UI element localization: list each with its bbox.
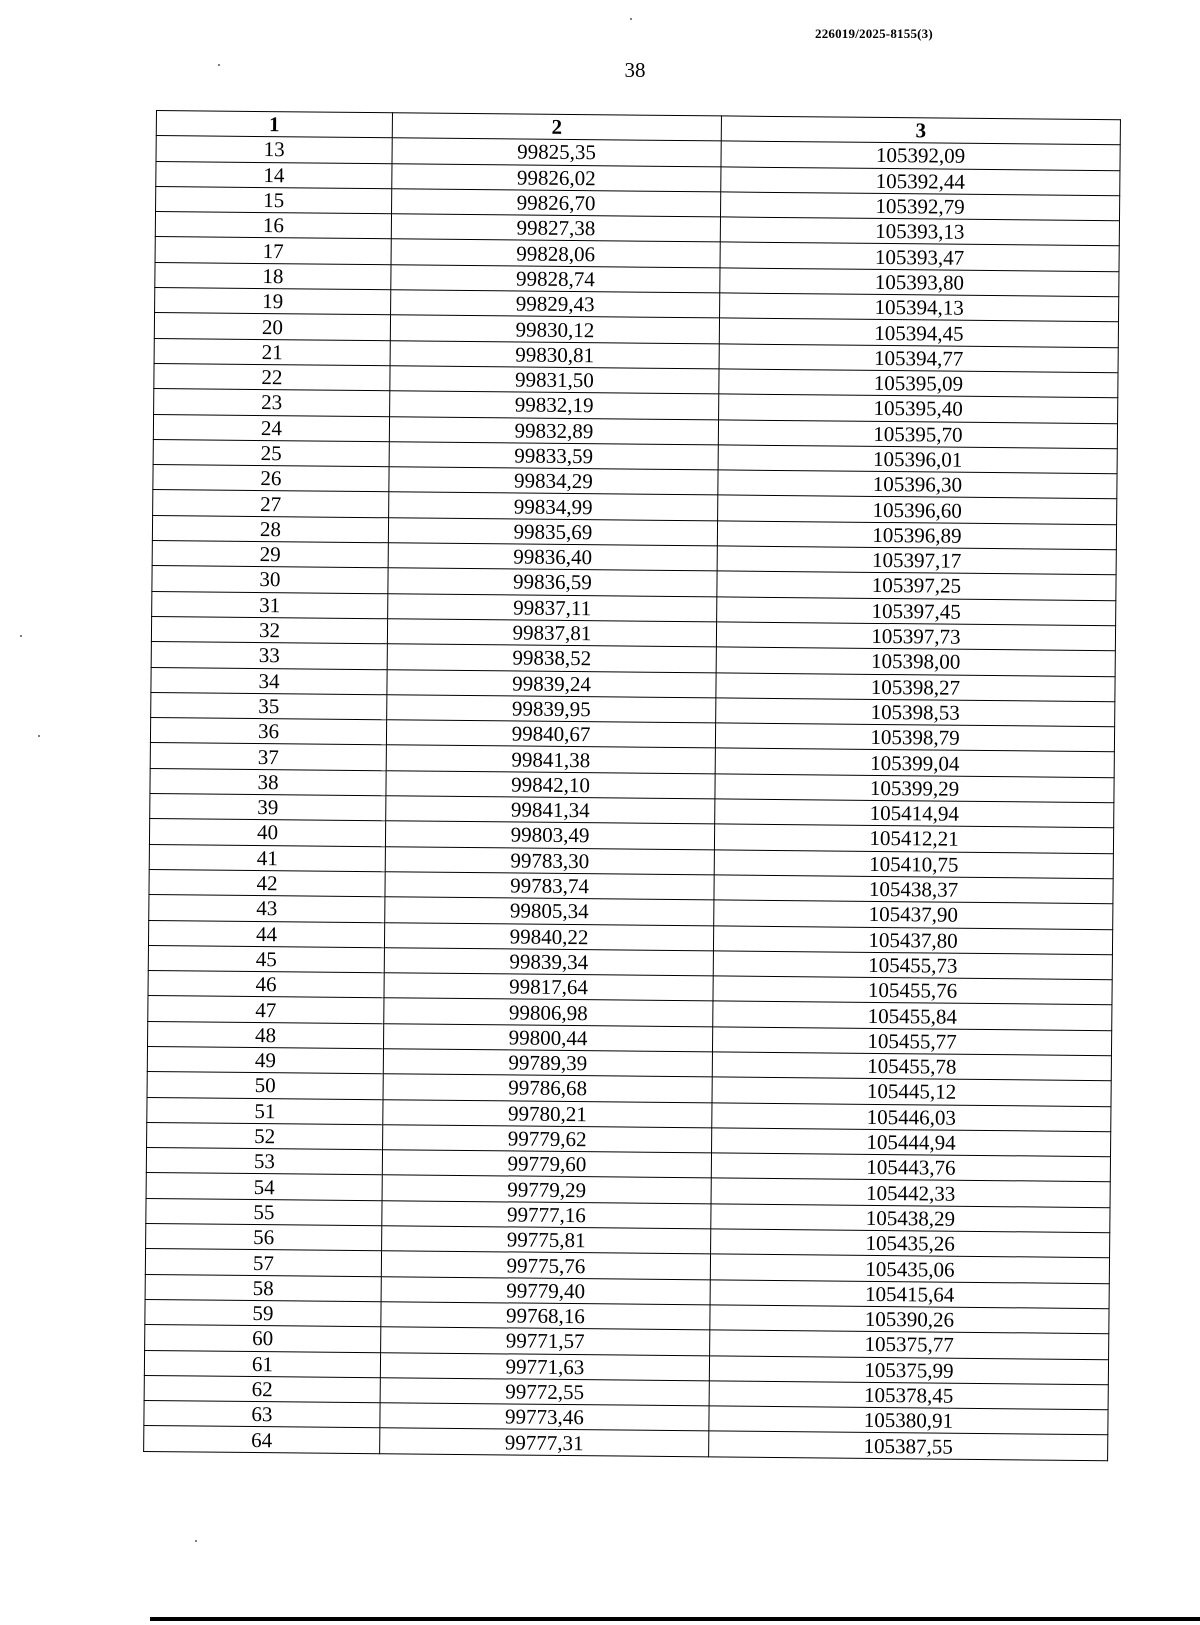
y-coordinate-cell: 105397,73 bbox=[716, 622, 1115, 651]
x-coordinate-cell: 99842,10 bbox=[386, 770, 715, 798]
y-coordinate-cell: 105438,29 bbox=[711, 1204, 1110, 1233]
point-number-cell: 62 bbox=[144, 1375, 380, 1403]
point-number-cell: 47 bbox=[148, 996, 384, 1024]
x-coordinate-cell: 99779,29 bbox=[382, 1175, 711, 1203]
y-coordinate-cell: 105399,04 bbox=[715, 748, 1114, 777]
x-coordinate-cell: 99839,95 bbox=[387, 695, 716, 723]
x-coordinate-cell: 99771,63 bbox=[380, 1352, 709, 1380]
x-coordinate-cell: 99836,40 bbox=[388, 543, 717, 571]
y-coordinate-cell: 105443,76 bbox=[711, 1153, 1110, 1182]
point-number-cell: 14 bbox=[156, 161, 392, 189]
x-coordinate-cell: 99834,29 bbox=[389, 467, 718, 495]
point-number-cell: 26 bbox=[153, 465, 389, 493]
point-number-cell: 39 bbox=[150, 793, 386, 821]
point-number-cell: 42 bbox=[149, 869, 385, 897]
point-number-cell: 24 bbox=[153, 414, 389, 442]
point-number-cell: 30 bbox=[152, 566, 388, 594]
y-coordinate-cell: 105446,03 bbox=[712, 1102, 1111, 1131]
point-number-cell: 32 bbox=[151, 616, 387, 644]
x-coordinate-cell: 99830,81 bbox=[390, 340, 719, 368]
table-body bbox=[144, 136, 1121, 1461]
x-coordinate-cell: 99772,55 bbox=[380, 1378, 709, 1406]
y-coordinate-cell: 105396,89 bbox=[717, 521, 1116, 550]
y-coordinate-cell: 105380,91 bbox=[709, 1406, 1108, 1435]
y-coordinate-cell: 105455,77 bbox=[712, 1027, 1111, 1056]
y-coordinate-cell: 105396,60 bbox=[718, 495, 1117, 524]
point-number-cell: 18 bbox=[155, 262, 391, 290]
y-coordinate-cell: 105392,44 bbox=[721, 167, 1120, 196]
y-coordinate-cell: 105387,55 bbox=[709, 1431, 1108, 1460]
x-coordinate-cell: 99780,21 bbox=[383, 1099, 712, 1127]
y-coordinate-cell: 105393,80 bbox=[720, 268, 1119, 297]
point-number-cell: 23 bbox=[154, 389, 390, 417]
y-coordinate-cell: 105410,75 bbox=[714, 850, 1113, 879]
y-coordinate-cell: 105394,45 bbox=[719, 318, 1118, 347]
y-coordinate-cell: 105395,09 bbox=[719, 369, 1118, 398]
x-coordinate-cell: 99806,98 bbox=[384, 998, 713, 1026]
x-coordinate-cell: 99775,81 bbox=[382, 1226, 711, 1254]
x-coordinate-cell: 99783,74 bbox=[385, 872, 714, 900]
x-coordinate-cell: 99841,38 bbox=[386, 745, 715, 773]
point-number-cell: 57 bbox=[145, 1249, 381, 1277]
point-number-cell: 60 bbox=[145, 1325, 381, 1353]
x-coordinate-cell: 99789,39 bbox=[383, 1049, 712, 1077]
y-coordinate-cell: 105398,00 bbox=[716, 647, 1115, 676]
point-number-cell: 13 bbox=[156, 136, 392, 164]
point-number-cell: 20 bbox=[154, 313, 390, 341]
y-coordinate-cell: 105393,47 bbox=[720, 242, 1119, 271]
y-coordinate-cell: 105397,45 bbox=[717, 597, 1116, 626]
x-coordinate-cell: 99773,46 bbox=[380, 1403, 709, 1431]
x-coordinate-cell: 99835,69 bbox=[388, 518, 717, 546]
point-number-cell: 27 bbox=[153, 490, 389, 518]
point-number-cell: 64 bbox=[144, 1426, 380, 1454]
x-coordinate-cell: 99839,34 bbox=[384, 948, 713, 976]
x-coordinate-cell: 99779,40 bbox=[381, 1276, 710, 1304]
point-number-cell: 43 bbox=[149, 895, 385, 923]
column-header-1: 1 bbox=[156, 111, 392, 139]
x-coordinate-cell: 99777,31 bbox=[380, 1428, 709, 1456]
point-number-cell: 22 bbox=[154, 363, 390, 391]
point-number-cell: 17 bbox=[155, 237, 391, 265]
point-number-cell: 51 bbox=[147, 1097, 383, 1125]
y-coordinate-cell: 105396,30 bbox=[718, 470, 1117, 499]
y-coordinate-cell: 105397,17 bbox=[717, 546, 1116, 575]
point-number-cell: 63 bbox=[144, 1401, 380, 1429]
y-coordinate-cell: 105455,73 bbox=[713, 951, 1112, 980]
point-number-cell: 25 bbox=[153, 439, 389, 467]
point-number-cell: 59 bbox=[145, 1299, 381, 1327]
document-id: 226019/2025-8155(3) bbox=[815, 26, 933, 41]
x-coordinate-cell: 99768,16 bbox=[381, 1302, 710, 1330]
point-number-cell: 52 bbox=[147, 1122, 383, 1150]
x-coordinate-cell: 99800,44 bbox=[383, 1023, 712, 1051]
y-coordinate-cell: 105414,94 bbox=[715, 799, 1114, 828]
y-coordinate-cell: 105442,33 bbox=[711, 1178, 1110, 1207]
x-coordinate-cell: 99833,59 bbox=[389, 442, 718, 470]
point-number-cell: 38 bbox=[150, 768, 386, 796]
y-coordinate-cell: 105435,26 bbox=[711, 1229, 1110, 1258]
point-number-cell: 46 bbox=[148, 971, 384, 999]
y-coordinate-cell: 105395,70 bbox=[718, 419, 1117, 448]
y-coordinate-cell: 105394,13 bbox=[720, 293, 1119, 322]
point-number-cell: 54 bbox=[146, 1173, 382, 1201]
point-number-cell: 50 bbox=[147, 1072, 383, 1100]
x-coordinate-cell: 99826,02 bbox=[392, 163, 721, 191]
x-coordinate-cell: 99828,74 bbox=[391, 265, 720, 293]
y-coordinate-cell: 105399,29 bbox=[715, 774, 1114, 803]
x-coordinate-cell: 99786,68 bbox=[383, 1074, 712, 1102]
y-coordinate-cell: 105455,78 bbox=[712, 1052, 1111, 1081]
y-coordinate-cell: 105395,40 bbox=[719, 394, 1118, 423]
y-coordinate-cell: 105398,79 bbox=[715, 723, 1114, 752]
x-coordinate-cell: 99825,35 bbox=[392, 138, 721, 166]
y-coordinate-cell: 105412,21 bbox=[714, 824, 1113, 853]
y-coordinate-cell: 105397,25 bbox=[717, 571, 1116, 600]
point-number-cell: 31 bbox=[152, 591, 388, 619]
y-coordinate-cell: 105398,27 bbox=[716, 672, 1115, 701]
column-header-3: 3 bbox=[721, 116, 1120, 145]
point-number-cell: 58 bbox=[145, 1274, 381, 1302]
x-coordinate-cell: 99777,16 bbox=[382, 1200, 711, 1228]
y-coordinate-cell: 105455,84 bbox=[713, 1001, 1112, 1030]
point-number-cell: 16 bbox=[155, 212, 391, 240]
scan-speck bbox=[630, 18, 632, 20]
point-number-cell: 33 bbox=[151, 642, 387, 670]
x-coordinate-cell: 99779,62 bbox=[383, 1125, 712, 1153]
x-coordinate-cell: 99771,57 bbox=[381, 1327, 710, 1355]
x-coordinate-cell: 99803,49 bbox=[385, 821, 714, 849]
point-number-cell: 15 bbox=[156, 186, 392, 214]
point-number-cell: 53 bbox=[146, 1148, 382, 1176]
point-number-cell: 28 bbox=[152, 515, 388, 543]
point-number-cell: 49 bbox=[147, 1046, 383, 1074]
point-number-cell: 41 bbox=[149, 844, 385, 872]
x-coordinate-cell: 99775,76 bbox=[381, 1251, 710, 1279]
point-number-cell: 35 bbox=[151, 692, 387, 720]
y-coordinate-cell: 105444,94 bbox=[712, 1128, 1111, 1157]
scan-speck bbox=[20, 635, 22, 637]
x-coordinate-cell: 99840,22 bbox=[384, 922, 713, 950]
y-coordinate-cell: 105437,90 bbox=[714, 900, 1113, 929]
x-coordinate-cell: 99828,06 bbox=[391, 239, 720, 267]
point-number-cell: 48 bbox=[148, 1021, 384, 1049]
y-coordinate-cell: 105375,77 bbox=[710, 1330, 1109, 1359]
x-coordinate-cell: 99841,34 bbox=[386, 796, 715, 824]
x-coordinate-cell: 99831,50 bbox=[390, 366, 719, 394]
y-coordinate-cell: 105396,01 bbox=[718, 445, 1117, 474]
x-coordinate-cell: 99805,34 bbox=[385, 897, 714, 925]
point-number-cell: 19 bbox=[155, 288, 391, 316]
point-number-cell: 34 bbox=[151, 667, 387, 695]
x-coordinate-cell: 99836,59 bbox=[388, 568, 717, 596]
x-coordinate-cell: 99829,43 bbox=[391, 290, 720, 318]
column-header-2: 2 bbox=[392, 113, 721, 141]
y-coordinate-cell: 105390,26 bbox=[710, 1305, 1109, 1334]
point-number-cell: 61 bbox=[144, 1350, 380, 1378]
x-coordinate-cell: 99827,38 bbox=[391, 214, 720, 242]
scan-speck bbox=[195, 1540, 197, 1542]
scan-speck bbox=[38, 735, 40, 737]
x-coordinate-cell: 99817,64 bbox=[384, 973, 713, 1001]
x-coordinate-cell: 99826,70 bbox=[392, 189, 721, 217]
point-number-cell: 29 bbox=[152, 541, 388, 569]
x-coordinate-cell: 99779,60 bbox=[382, 1150, 711, 1178]
point-number-cell: 21 bbox=[154, 338, 390, 366]
scan-edge-line bbox=[150, 1617, 1200, 1621]
point-number-cell: 45 bbox=[148, 945, 384, 973]
y-coordinate-cell: 105378,45 bbox=[709, 1381, 1108, 1410]
y-coordinate-cell: 105394,77 bbox=[719, 344, 1118, 373]
y-coordinate-cell: 105455,76 bbox=[713, 976, 1112, 1005]
scan-speck bbox=[218, 64, 220, 66]
y-coordinate-cell: 105437,80 bbox=[713, 925, 1112, 954]
point-number-cell: 44 bbox=[148, 920, 384, 948]
x-coordinate-cell: 99840,67 bbox=[386, 720, 715, 748]
y-coordinate-cell: 105445,12 bbox=[712, 1077, 1111, 1106]
y-coordinate-cell: 105415,64 bbox=[710, 1280, 1109, 1309]
y-coordinate-cell: 105375,99 bbox=[709, 1355, 1108, 1384]
x-coordinate-cell: 99832,89 bbox=[389, 416, 718, 444]
point-number-cell: 56 bbox=[146, 1224, 382, 1252]
x-coordinate-cell: 99830,12 bbox=[390, 315, 719, 343]
x-coordinate-cell: 99838,52 bbox=[387, 644, 716, 672]
point-number-cell: 55 bbox=[146, 1198, 382, 1226]
y-coordinate-cell: 105392,79 bbox=[720, 192, 1119, 221]
point-number-cell: 37 bbox=[150, 743, 386, 771]
y-coordinate-cell: 105438,37 bbox=[714, 875, 1113, 904]
x-coordinate-cell: 99834,99 bbox=[389, 492, 718, 520]
page-number: 38 bbox=[624, 58, 646, 82]
y-coordinate-cell: 105435,06 bbox=[710, 1254, 1109, 1283]
y-coordinate-cell: 105392,09 bbox=[721, 141, 1120, 170]
x-coordinate-cell: 99837,81 bbox=[387, 619, 716, 647]
y-coordinate-cell: 105393,13 bbox=[720, 217, 1119, 246]
x-coordinate-cell: 99837,11 bbox=[388, 593, 717, 621]
point-number-cell: 40 bbox=[149, 819, 385, 847]
x-coordinate-cell: 99783,30 bbox=[385, 846, 714, 874]
point-number-cell: 36 bbox=[150, 718, 386, 746]
y-coordinate-cell: 105398,53 bbox=[716, 698, 1115, 727]
coordinates-table bbox=[143, 110, 1121, 1461]
x-coordinate-cell: 99839,24 bbox=[387, 669, 716, 697]
x-coordinate-cell: 99832,19 bbox=[390, 391, 719, 419]
